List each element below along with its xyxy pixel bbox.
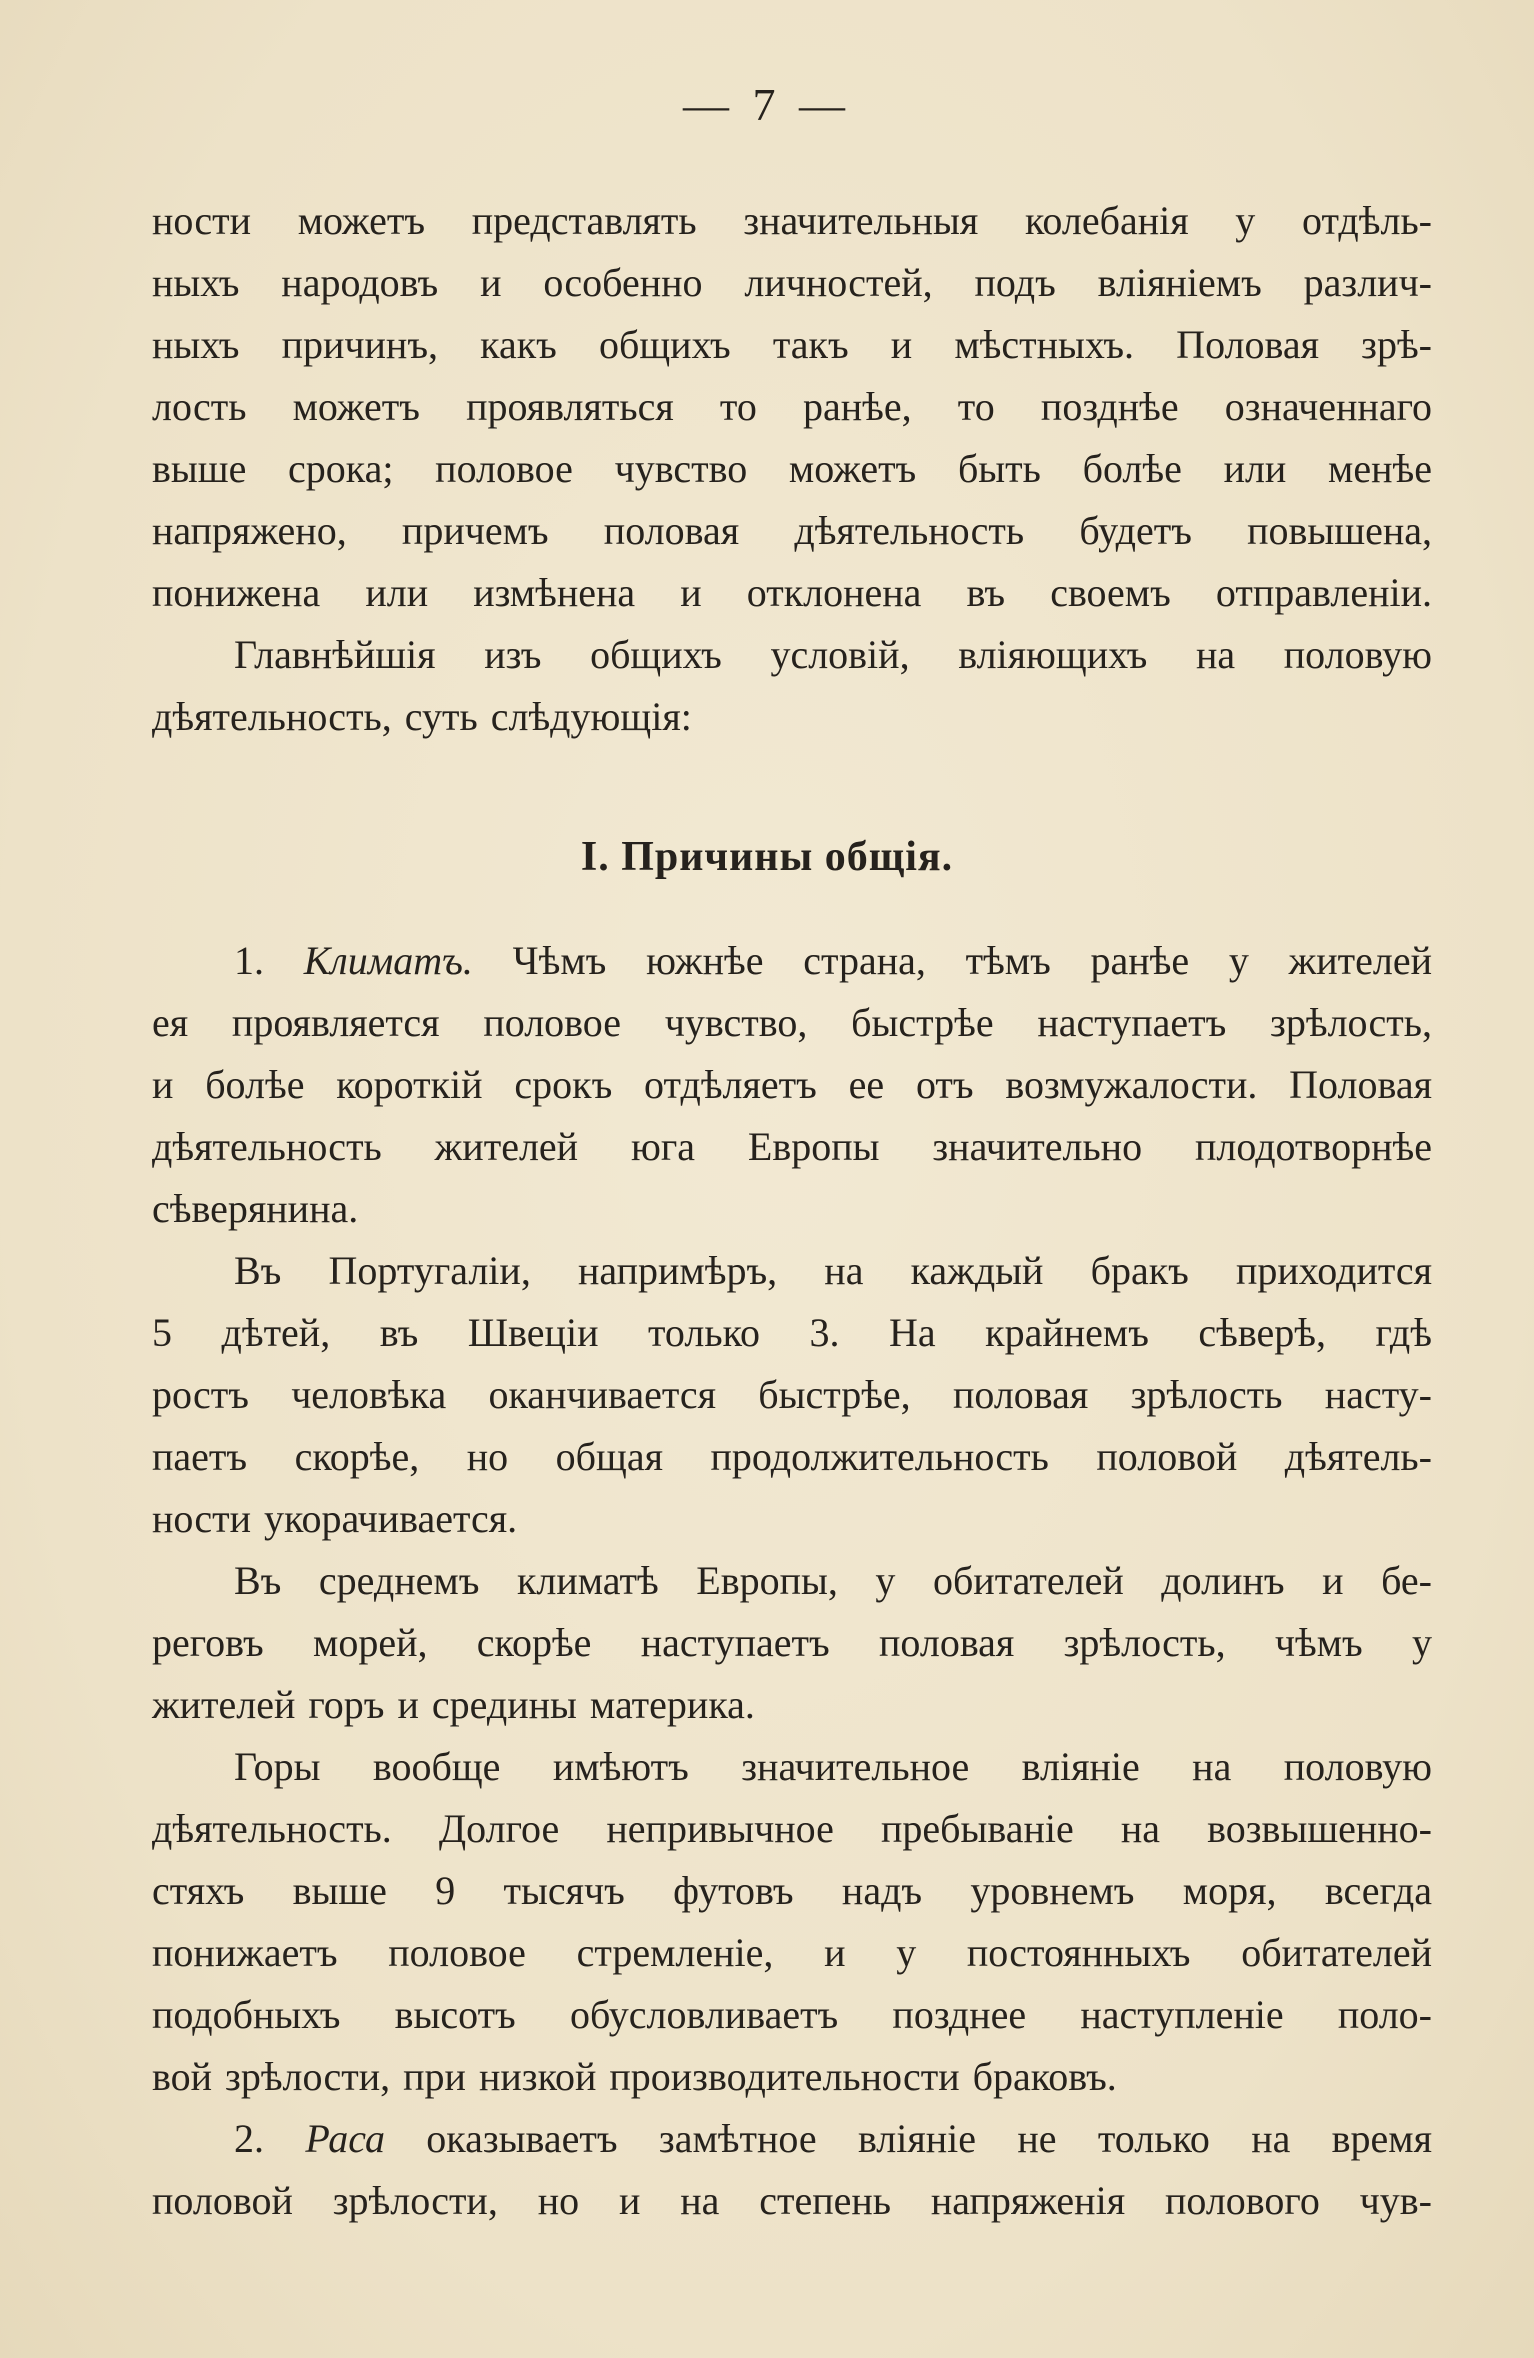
text-line: ныхъ народовъ и особенно личностей, подъ вліяніемъ различ-: [152, 260, 1432, 305]
opening-text: [152, 190, 1432, 748]
text-line: выше срока; половое чувство можетъ быть болѣе или менѣе: [152, 446, 1432, 491]
text-line: ея проявляется половое чувство, быстрѣе наступаетъ зрѣлость,: [152, 1000, 1432, 1045]
paragraph-first-line: [152, 930, 1432, 992]
text-line: дѣятельность жителей юга Европы значительно плодотворнѣе: [152, 1124, 1432, 1169]
text-line: 5 дѣтей, въ Швеціи только 3. На крайнемъ сѣверѣ, гдѣ: [152, 1310, 1432, 1355]
term-race: Раса: [305, 2116, 385, 2161]
text-line: ныхъ причинъ, какъ общихъ такъ и мѣстныхъ. Половая зрѣ-: [152, 322, 1432, 367]
text-line: понижена или измѣнена и отклонена въ своемъ отправленіи.: [152, 570, 1432, 615]
text-line: ности укорачивается.: [152, 1496, 518, 1541]
paragraph-first-line: [152, 2108, 1432, 2170]
text-line: лость можетъ проявляться то ранѣе, то позднѣе означеннаго: [152, 384, 1432, 429]
text-fragment: оказываетъ замѣтное вліяніе не только на время: [426, 2116, 1433, 2161]
text-line: подобныхъ высотъ обусловливаетъ позднее наступленіе поло-: [152, 1992, 1432, 2037]
section-text: [152, 930, 1432, 2232]
text-fragment: Чѣмъ южнѣе страна, тѣмъ ранѣе у жителей: [512, 938, 1433, 983]
text-line: жителей горъ и средины материка.: [152, 1682, 755, 1727]
text-line: дѣятельность, суть слѣдующія:: [152, 694, 692, 739]
text-line: стяхъ выше 9 тысячъ футовъ надъ уровнемъ моря, всегда: [152, 1868, 1432, 1913]
text-line: Въ среднемъ климатѣ Европы, у обитателей долинъ и бе-: [234, 1558, 1432, 1603]
text-line: паетъ скорѣе, но общая продолжительность половой дѣятель-: [152, 1434, 1432, 1479]
text-line: напряжено, причемъ половая дѣятельность будетъ повышена,: [152, 508, 1432, 553]
item-number: 1.: [234, 938, 264, 983]
text-line: половой зрѣлости, но и на степень напряженія полового чув-: [152, 2178, 1432, 2223]
section-heading: I. Причины общія.: [580, 834, 954, 880]
text-line: реговъ морей, скорѣе наступаетъ половая зрѣлость, чѣмъ у: [152, 1620, 1432, 1665]
text-line: Въ Португаліи, напримѣръ, на каждый бракъ приходится: [234, 1248, 1432, 1293]
text-line: Главнѣйшія изъ общихъ условій, вліяющихъ на половую: [234, 632, 1432, 677]
text-line: Горы вообще имѣютъ значительное вліяніе на половую: [234, 1744, 1432, 1789]
text-line: дѣятельность. Долгое непривычное пребываніе на возвышенно-: [152, 1806, 1432, 1851]
text-line: ности можетъ представлять значительныя колебанія у отдѣль-: [152, 198, 1432, 243]
text-line: сѣверянина.: [152, 1186, 359, 1231]
text-line: понижаетъ половое стремленіе, и у постоянныхъ обитателей: [152, 1930, 1432, 1975]
term-climate: Климатъ.: [303, 938, 473, 983]
text-line: и болѣе короткій срокъ отдѣляетъ ее отъ возмужалости. Половая: [152, 1062, 1432, 1107]
text-line: ростъ человѣка оканчивается быстрѣе, половая зрѣлость насту-: [152, 1372, 1432, 1417]
text-line: вой зрѣлости, при низкой производительности браковъ.: [152, 2054, 1117, 2099]
page-number: — 7 —: [683, 79, 851, 130]
item-number: 2.: [234, 2116, 264, 2161]
